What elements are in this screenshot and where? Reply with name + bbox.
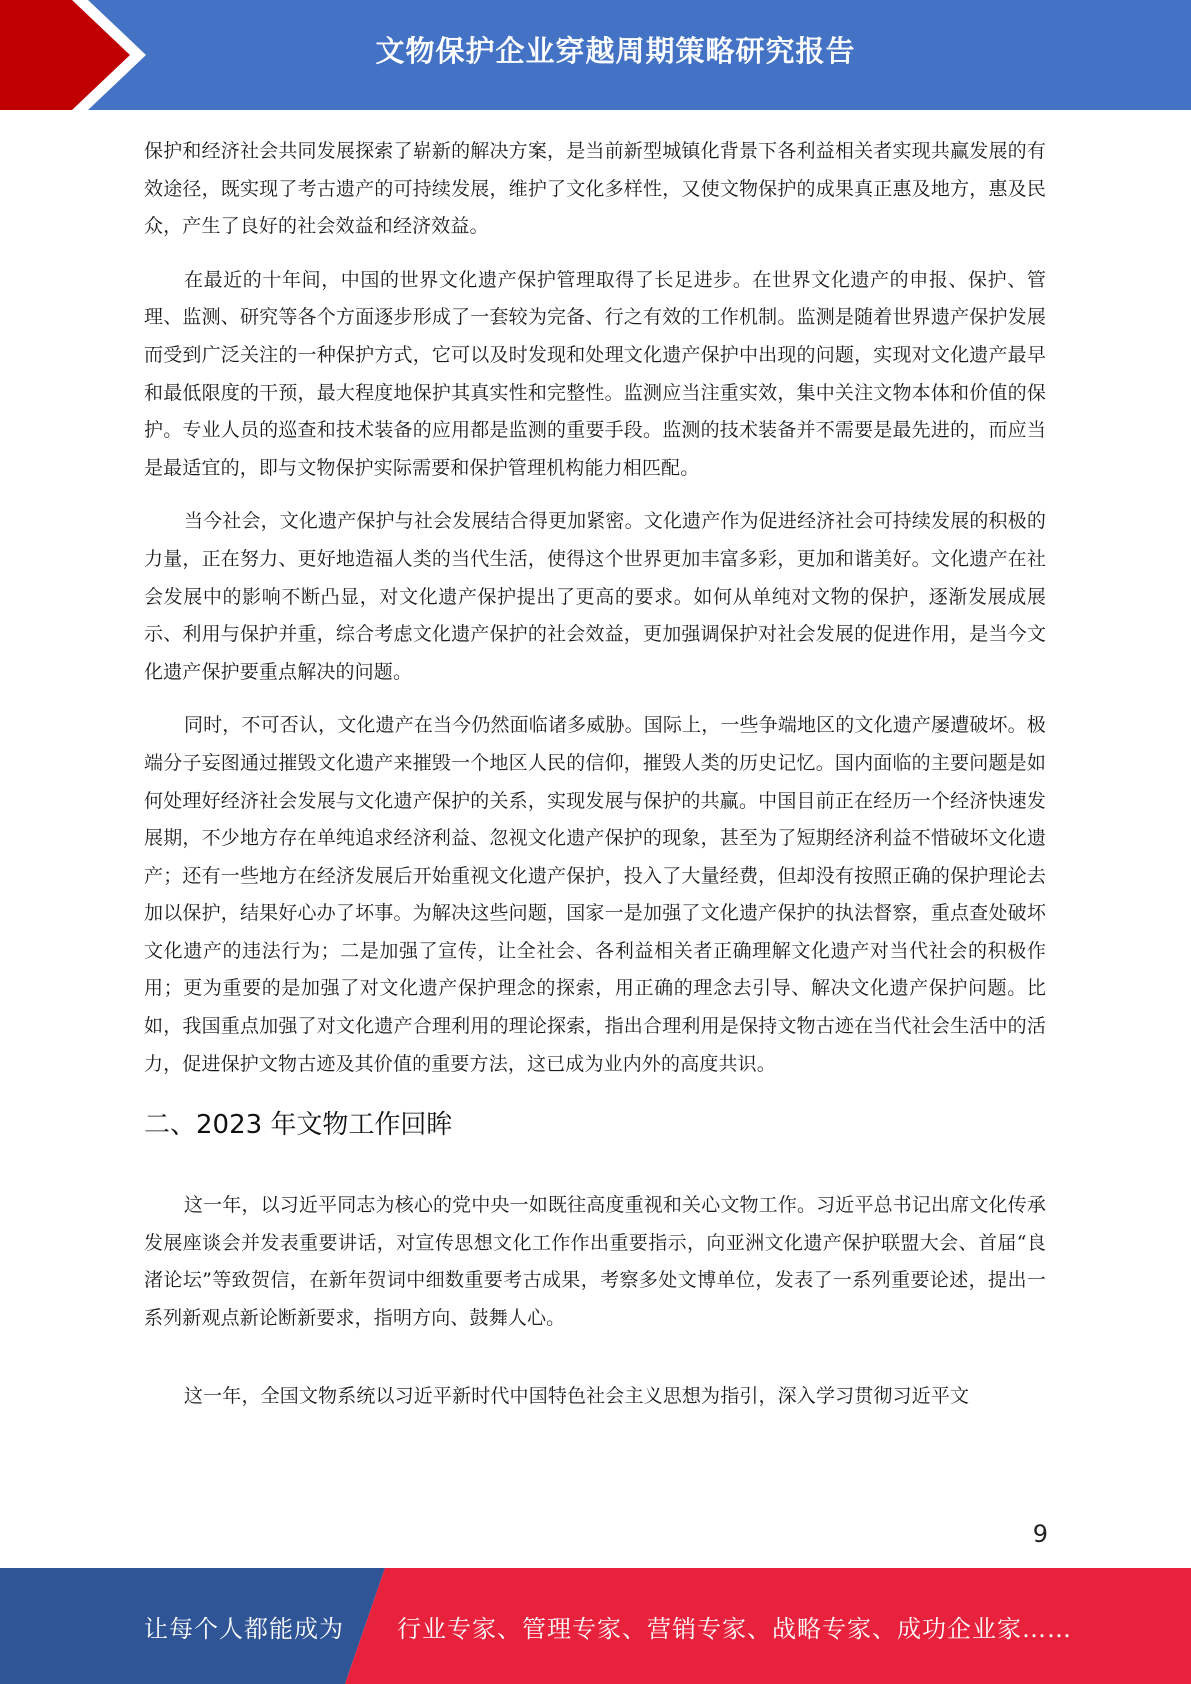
section-heading: 二、2023 年文物工作回眸 [144,1110,453,1141]
page-number: 9 [1032,1520,1048,1548]
report-title: 文物保护企业穿越周期策略研究报告 [375,33,856,68]
paragraph: 在最近的十年间，中国的世界文化遗产保护管理取得了长足进步。在世界文化遗产的申报、保护、管理、监测、研究等各个方面逐步形成了一套较为完备、行之有效的工作机制。监测是随着世界遗产保护发展而受到广泛关注的一种保护方式，它可以及时发现和处理文化遗产保护中出现的问题，实现对文化遗产最早和最低限度的干预，最大程度地保护其真实性和完整性。监测应当注重实效，集中关注文物本体和价值的保护。专业人员的巡查和技术装备的应用都是监测的重要手段。监测的技术装备并不需要是最先进的，而应当是最适宜的，即与文物保护实际需要和保护管理机构能力相匹配。 [144,268,1046,479]
paragraph: 这一年，以习近平同志为核心的党中央一如既往高度重视和关心文物工作。习近平总书记出席文化传承发展座谈会并发表重要讲话，对宣传思想文化工作作出重要指示，向亚洲文化遗产保护联盟大会、首届“良渚论坛”等致贺信，在新年贺词中细数重要考古成果，考察多处文博单位，发表了一系列重要论述，提出一系列新观点新论断新要求，指明方向、鼓舞人心。 [144,1194,1046,1330]
page-footer [0,1568,1191,1684]
paragraph: 当今社会，文化遗产保护与社会发展结合得更加紧密。文化遗产作为促进经济社会可持续发展的积极的力量，正在努力、更好地造福人类的当代生活，使得这个世界更加丰富多彩，更加和谐美好。文化遗产在社会发展中的影响不断凸显，对文化遗产保护提出了更高的要求。如何从单纯对文物的保护，逐渐发展成展示、利用与保护并重，综合考虑文化遗产保护的社会效益，更加强调保护对社会发展的促进作用，是当今文化遗产保护要重点解决的问题。 [144,510,1046,683]
footer-slogan-left: 让每个人都能成为 [144,1614,344,1643]
document-body [144,133,1046,1415]
paragraph-continued: 保护和经济社会共同发展探索了崭新的解决方案，是当前新型城镇化背景下各利益相关者实现共赢发展的有效途径，既实现了考古遗产的可持续发展，维护了文化多样性，又使文物保护的成果真正惠及地方，惠及民众，产生了良好的社会效益和经济效益。 [144,140,1046,238]
page-header [0,0,1191,110]
footer-slogan-right: 行业专家、管理专家、营销专家、战略专家、成功企业家…… [397,1614,1072,1643]
paragraph: 这一年，全国文物系统以习近平新时代中国特色社会主义思想为指引，深入学习贯彻习近平文 [184,1384,970,1407]
paragraph: 同时，不可否认，文化遗产在当今仍然面临诸多威胁。国际上，一些争端地区的文化遗产屡遭破坏。极端分子妄图通过摧毁文化遗产来摧毁一个地区人民的信仰，摧毁人类的历史记忆。国内面临的主要问题是如何处理好经济社会发展与文化遗产保护的关系，实现发展与保护的共赢。中国目前正在经历一个经济快速发展期，不少地方存在单纯追求经济利益、忽视文化遗产保护的现象，甚至为了短期经济利益不惜破坏文化遗产；还有一些地方在经济发展后开始重视文化遗产保护，投入了大量经费，但却没有按照正确的保护理论去加以保护，结果好心办了坏事。为解决这些问题，国家一是加强了文化遗产保护的执法督察，重点查处破坏文化遗产的违法行为；二是加强了宣传，让全社会、各利益相关者正确理解文化遗产对当代社会的积极作用；更为重要的是加强了对文化遗产保护理念的探索，用正确的理念去引导、解决文化遗产保护问题。比如，我国重点加强了对文化遗产合理利用的理论探索，指出合理利用是保持文物古迹在当代社会生活中的活力，促进保护文物古迹及其价值的重要方法，这已成为业内外的高度共识。 [144,714,1046,1075]
